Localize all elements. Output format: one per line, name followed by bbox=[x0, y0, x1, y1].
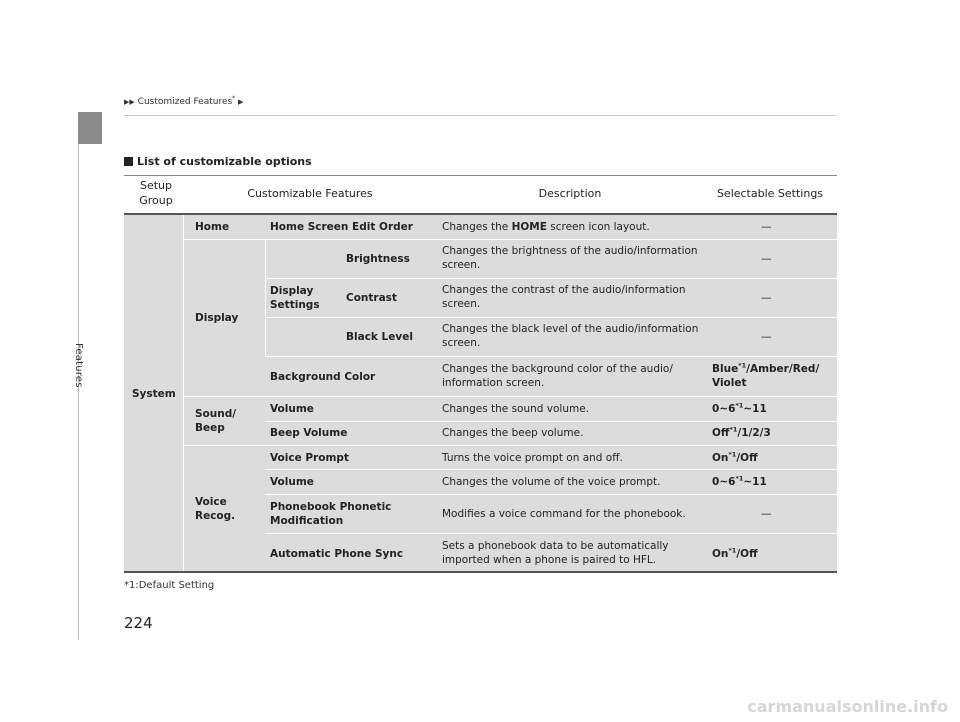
desc-voice-prompt: Turns the voice prompt on and off. bbox=[442, 452, 623, 464]
setting-voice-prompt bbox=[712, 451, 758, 465]
breadcrumb bbox=[124, 95, 243, 107]
default-marker: *1 bbox=[735, 401, 744, 410]
breadcrumb-text: Customized Features bbox=[137, 97, 233, 107]
category-voice-recog: Voice Recog. bbox=[195, 496, 236, 522]
value: On bbox=[712, 548, 729, 560]
setting-voice-volume bbox=[712, 475, 767, 489]
sep: / bbox=[736, 548, 741, 560]
row-divider bbox=[183, 239, 837, 240]
row-divider bbox=[265, 421, 837, 422]
sep: / bbox=[759, 427, 764, 439]
breadcrumb-arrow-icon: ▶ bbox=[238, 98, 244, 106]
desc-text: Changes the bbox=[442, 221, 512, 233]
feature-voice-prompt: Voice Prompt bbox=[270, 452, 349, 464]
watermark: carmanualsonline.info bbox=[747, 697, 948, 716]
feature-background-color: Background Color bbox=[270, 371, 376, 383]
chapter-tab bbox=[78, 112, 102, 144]
sep: / bbox=[746, 363, 750, 375]
row-divider bbox=[183, 396, 837, 397]
col-divider bbox=[265, 239, 266, 356]
desc-text: screen icon layout. bbox=[546, 221, 650, 233]
sep: / bbox=[736, 452, 741, 464]
setting-beep-volume bbox=[712, 426, 771, 440]
option-red: Red bbox=[792, 363, 816, 375]
setting-brightness: — bbox=[761, 253, 772, 265]
category-sound-beep: Sound/ Beep bbox=[195, 408, 237, 434]
feature-phonebook-phonetic: Phonebook Phonetic Modification bbox=[270, 501, 392, 527]
desc-beep-volume: Changes the beep volume. bbox=[442, 427, 584, 439]
page-number: 224 bbox=[124, 614, 153, 632]
default-marker: *1 bbox=[728, 546, 737, 555]
default-marker: *1 bbox=[735, 474, 744, 483]
desc-automatic-phone-sync: Sets a phonebook data to be automatically imported when a phone is paired to HFL. bbox=[442, 540, 669, 566]
default-marker: *1 bbox=[738, 361, 747, 370]
setting-background-color bbox=[712, 362, 832, 390]
setting-contrast: — bbox=[761, 292, 772, 304]
value: 0 bbox=[712, 476, 720, 488]
square-bullet-icon bbox=[124, 157, 133, 166]
default-marker: *1 bbox=[728, 450, 737, 459]
category-display: Display bbox=[195, 312, 239, 324]
value: 0 bbox=[712, 403, 720, 415]
feature-home-screen-edit-order: Home Screen Edit Order bbox=[270, 221, 413, 233]
setting-phonebook-phonetic: — bbox=[761, 508, 772, 520]
breadcrumb-star: * bbox=[232, 95, 236, 102]
sep: / bbox=[788, 363, 793, 375]
setting-black-level: — bbox=[761, 331, 772, 343]
value: On bbox=[712, 452, 729, 464]
option-amber: Amber bbox=[749, 363, 789, 375]
header-settings: Selectable Settings bbox=[716, 187, 824, 200]
row-divider bbox=[265, 494, 837, 495]
table-top-rule bbox=[124, 175, 837, 176]
row-divider bbox=[265, 533, 837, 534]
sep: ~ bbox=[743, 403, 753, 415]
row-divider bbox=[183, 445, 837, 446]
desc-phonebook-phonetic: Modifies a voice command for the phonebook. bbox=[442, 508, 686, 520]
desc-sound-volume: Changes the sound volume. bbox=[442, 403, 590, 415]
footnote: *1:Default Setting bbox=[124, 580, 215, 591]
value: 11 bbox=[752, 403, 767, 415]
value: 11 bbox=[752, 476, 767, 488]
desc-home bbox=[442, 220, 650, 234]
value: Off bbox=[740, 452, 758, 464]
desc-brightness: Changes the brightness of the audio/information screen. bbox=[442, 245, 698, 271]
setting-sound-volume bbox=[712, 402, 767, 416]
desc-voice-volume: Changes the volume of the voice prompt. bbox=[442, 476, 661, 488]
feature-automatic-phone-sync: Automatic Phone Sync bbox=[270, 548, 404, 560]
sep: / bbox=[815, 363, 820, 375]
value: Off bbox=[712, 427, 730, 439]
row-divider bbox=[265, 278, 837, 279]
desc-background-color: Changes the background color of the audio/ information screen. bbox=[442, 363, 673, 389]
row-divider bbox=[265, 356, 837, 357]
feature-contrast: Contrast bbox=[346, 292, 397, 304]
breadcrumb-arrow-icon: ▶▶ bbox=[124, 98, 135, 106]
value: 6 bbox=[728, 476, 736, 488]
default-marker: *1 bbox=[729, 425, 738, 434]
section-title bbox=[124, 155, 312, 168]
desc-bold-text: HOME bbox=[511, 221, 547, 233]
section-title-text: List of customizable options bbox=[137, 155, 312, 168]
sep: / bbox=[748, 427, 753, 439]
feature-beep-volume: Beep Volume bbox=[270, 427, 348, 439]
row-divider bbox=[265, 469, 837, 470]
value: 3 bbox=[763, 427, 771, 439]
sidebar-divider bbox=[78, 144, 79, 640]
header-setup-group: Setup Group bbox=[139, 179, 173, 207]
option-blue: Blue bbox=[712, 363, 739, 375]
feature-brightness: Brightness bbox=[346, 253, 410, 265]
value: Off bbox=[740, 548, 758, 560]
sep: ~ bbox=[743, 476, 753, 488]
desc-black-level: Changes the black level of the audio/information screen. bbox=[442, 323, 699, 349]
option-violet: Violet bbox=[712, 377, 747, 389]
value: 6 bbox=[728, 403, 736, 415]
setting-home: — bbox=[761, 221, 772, 233]
sep: / bbox=[737, 427, 742, 439]
desc-contrast: Changes the contrast of the audio/information screen. bbox=[442, 284, 686, 310]
chapter-label: Features bbox=[73, 343, 84, 388]
value: 2 bbox=[752, 427, 760, 439]
subcategory-display-settings: Display Settings bbox=[270, 285, 320, 311]
group-system: System bbox=[132, 388, 176, 400]
col-divider bbox=[183, 215, 184, 571]
header-features: Customizable Features bbox=[247, 187, 373, 200]
options-table bbox=[124, 215, 837, 573]
feature-black-level: Black Level bbox=[346, 331, 413, 343]
row-divider bbox=[265, 317, 837, 318]
value: 1 bbox=[741, 427, 749, 439]
sep: ~ bbox=[719, 476, 729, 488]
header-rule bbox=[124, 115, 837, 116]
feature-sound-volume: Volume bbox=[270, 403, 314, 415]
sep: ~ bbox=[719, 403, 729, 415]
category-home: Home bbox=[195, 221, 230, 233]
feature-voice-volume: Volume bbox=[270, 476, 314, 488]
setting-automatic-phone-sync bbox=[712, 547, 758, 561]
header-description: Description bbox=[538, 187, 602, 200]
